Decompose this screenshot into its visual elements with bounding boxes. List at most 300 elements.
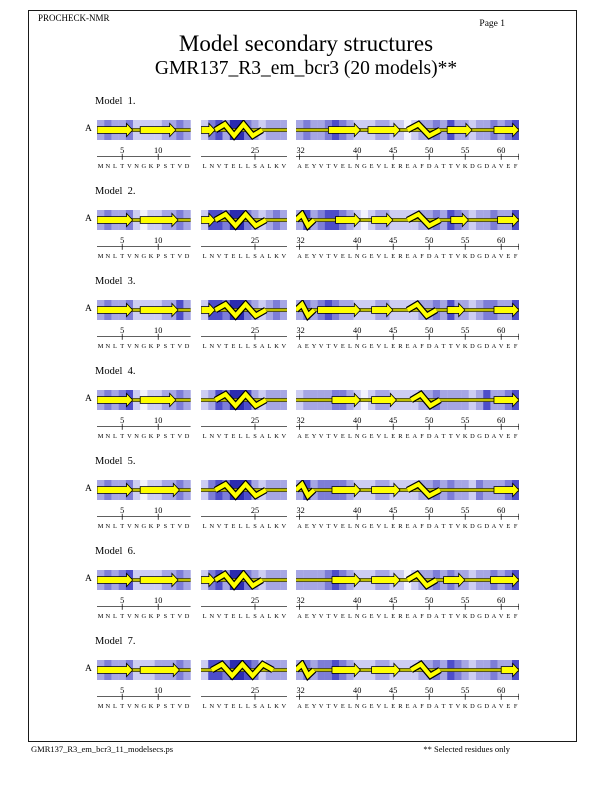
secondary-structure-track (296, 660, 519, 710)
svg-text:V: V (376, 162, 382, 170)
svg-text:D: D (426, 702, 432, 710)
svg-text:L: L (245, 342, 250, 350)
svg-text:D: D (470, 522, 475, 530)
svg-text:Y: Y (311, 162, 317, 170)
svg-text:N: N (354, 342, 360, 350)
svg-text:D: D (426, 342, 432, 350)
svg-text:G: G (362, 162, 367, 170)
svg-text:A: A (434, 522, 439, 530)
sequence-letters (98, 613, 190, 620)
model-label: Model 3. (95, 276, 136, 287)
svg-text:E: E (230, 162, 235, 170)
svg-text:A: A (259, 612, 264, 620)
svg-text:V: V (127, 702, 132, 710)
svg-text:N: N (208, 252, 214, 260)
svg-text:K: K (273, 612, 279, 620)
tick-labels (201, 416, 287, 430)
svg-text:L: L (245, 522, 250, 530)
svg-text:F: F (513, 612, 518, 620)
svg-text:L: L (113, 252, 117, 260)
svg-text:S: S (163, 432, 168, 440)
svg-text:55: 55 (461, 325, 470, 335)
svg-text:E: E (304, 342, 309, 350)
svg-text:G: G (362, 252, 367, 260)
svg-text:L: L (245, 702, 250, 710)
model-label: Model 4. (95, 366, 136, 377)
svg-text:T: T (441, 432, 446, 440)
svg-text:S: S (252, 522, 257, 530)
svg-text:40: 40 (353, 415, 362, 425)
svg-text:R: R (398, 432, 403, 440)
svg-text:V: V (280, 522, 286, 530)
svg-text:T: T (326, 522, 331, 530)
svg-text:S: S (252, 342, 257, 350)
secondary-structure-track (97, 660, 191, 710)
svg-text:32: 32 (296, 415, 305, 425)
svg-text:A: A (434, 162, 439, 170)
model-label: Model 5. (95, 456, 136, 467)
svg-text:V: V (280, 252, 286, 260)
svg-text:M: M (97, 432, 104, 440)
svg-text:E: E (391, 432, 396, 440)
svg-text:S: S (252, 162, 257, 170)
svg-text:N: N (134, 162, 139, 170)
app-name: PROCHECK-NMR (38, 13, 110, 23)
svg-text:60: 60 (497, 145, 506, 155)
svg-text:V: V (376, 252, 382, 260)
svg-text:T: T (120, 702, 125, 710)
svg-text:N: N (208, 522, 214, 530)
svg-text:D: D (484, 612, 490, 620)
svg-text:N: N (134, 432, 139, 440)
footer-note: ** Selected residues only (423, 744, 510, 754)
svg-text:V: V (216, 702, 221, 710)
secondary-structure-track (296, 210, 519, 260)
svg-text:N: N (354, 522, 360, 530)
svg-text:T: T (223, 702, 228, 710)
svg-text:L: L (202, 702, 207, 710)
svg-text:L: L (384, 252, 388, 260)
svg-text:D: D (470, 342, 475, 350)
svg-text:S: S (163, 702, 168, 710)
svg-text:V: V (177, 252, 183, 260)
chain-label: A (85, 484, 92, 494)
svg-text:F: F (513, 702, 518, 710)
svg-text:G: G (362, 522, 367, 530)
svg-text:S: S (252, 702, 257, 710)
svg-text:A: A (259, 252, 264, 260)
svg-text:L: L (245, 432, 250, 440)
svg-text:L: L (348, 162, 352, 170)
svg-text:R: R (398, 162, 403, 170)
svg-text:M: M (97, 702, 104, 710)
svg-text:L: L (238, 432, 243, 440)
svg-text:N: N (134, 702, 139, 710)
svg-text:V: V (455, 612, 461, 620)
svg-text:E: E (405, 702, 410, 710)
svg-text:F: F (513, 252, 518, 260)
svg-text:F: F (513, 162, 518, 170)
model-label: Model 2. (95, 186, 136, 197)
svg-text:L: L (202, 522, 207, 530)
svg-text:N: N (354, 612, 360, 620)
svg-text:Y: Y (311, 252, 317, 260)
chain-label: A (85, 214, 92, 224)
svg-text:V: V (127, 342, 132, 350)
svg-text:60: 60 (497, 595, 506, 605)
svg-text:L: L (113, 162, 117, 170)
svg-text:V: V (498, 612, 504, 620)
svg-text:D: D (184, 162, 190, 170)
svg-text:A: A (259, 702, 264, 710)
svg-text:F: F (420, 162, 424, 170)
tick-labels (97, 506, 191, 520)
svg-text:L: L (238, 162, 243, 170)
svg-text:D: D (184, 342, 190, 350)
svg-text:G: G (141, 162, 147, 170)
svg-text:T: T (326, 162, 331, 170)
svg-text:E: E (405, 252, 410, 260)
svg-text:V: V (455, 252, 461, 260)
svg-text:T: T (170, 612, 175, 620)
svg-text:L: L (384, 432, 388, 440)
svg-text:T: T (326, 432, 331, 440)
svg-text:G: G (141, 252, 147, 260)
svg-text:55: 55 (461, 685, 470, 695)
svg-text:E: E (506, 522, 511, 530)
svg-text:F: F (420, 702, 424, 710)
svg-text:G: G (362, 342, 367, 350)
svg-text:50: 50 (425, 685, 434, 695)
svg-text:E: E (369, 252, 374, 260)
svg-text:32: 32 (296, 505, 305, 515)
svg-text:V: V (498, 702, 504, 710)
svg-text:L: L (238, 252, 243, 260)
svg-text:A: A (412, 612, 418, 620)
svg-text:V: V (280, 342, 286, 350)
svg-text:V: V (318, 162, 324, 170)
svg-text:10: 10 (154, 595, 163, 605)
svg-text:E: E (391, 252, 396, 260)
svg-text:P: P (156, 252, 160, 260)
svg-text:Y: Y (311, 612, 317, 620)
svg-text:T: T (170, 342, 175, 350)
svg-text:R: R (398, 342, 403, 350)
tick-labels (97, 596, 191, 610)
svg-text:G: G (477, 342, 482, 350)
sequence-letters (98, 343, 190, 350)
svg-text:60: 60 (497, 505, 506, 515)
svg-text:V: V (127, 162, 132, 170)
svg-text:E: E (304, 522, 309, 530)
svg-text:V: V (333, 162, 338, 170)
page-subtitle: GMR137_R3_em_bcr3 (20 models)** (154, 58, 458, 79)
svg-text:V: V (498, 252, 504, 260)
svg-text:A: A (434, 432, 439, 440)
svg-text:L: L (348, 252, 352, 260)
svg-text:D: D (426, 432, 432, 440)
svg-text:A: A (412, 162, 418, 170)
svg-text:L: L (113, 342, 117, 350)
svg-text:V: V (216, 522, 221, 530)
svg-text:40: 40 (353, 685, 362, 695)
svg-text:L: L (245, 162, 250, 170)
svg-text:K: K (148, 432, 154, 440)
svg-text:32: 32 (296, 325, 305, 335)
svg-text:45: 45 (389, 325, 398, 335)
svg-text:L: L (238, 522, 243, 530)
svg-text:5: 5 (120, 235, 125, 245)
svg-text:10: 10 (154, 235, 163, 245)
svg-text:E: E (506, 432, 511, 440)
svg-text:A: A (259, 342, 264, 350)
svg-text:L: L (113, 612, 117, 620)
svg-text:60: 60 (497, 235, 506, 245)
svg-text:E: E (506, 252, 511, 260)
svg-text:G: G (477, 162, 482, 170)
svg-text:T: T (326, 342, 331, 350)
svg-text:5: 5 (120, 415, 125, 425)
svg-text:G: G (362, 702, 367, 710)
svg-text:L: L (348, 342, 352, 350)
svg-text:D: D (470, 612, 475, 620)
svg-text:R: R (398, 522, 403, 530)
svg-text:G: G (362, 432, 367, 440)
svg-text:V: V (127, 522, 132, 530)
svg-text:60: 60 (497, 325, 506, 335)
svg-text:40: 40 (353, 325, 362, 335)
sequence-letters (202, 433, 286, 440)
svg-text:E: E (304, 432, 309, 440)
sequence-letters (98, 703, 190, 710)
svg-text:45: 45 (389, 415, 398, 425)
secondary-structure-track (97, 390, 191, 440)
svg-text:Y: Y (311, 342, 317, 350)
svg-text:T: T (223, 432, 228, 440)
svg-text:E: E (340, 342, 345, 350)
svg-text:A: A (259, 522, 264, 530)
svg-text:K: K (462, 612, 468, 620)
svg-text:A: A (434, 612, 439, 620)
secondary-structure-track (201, 390, 287, 440)
svg-text:V: V (177, 702, 183, 710)
svg-text:G: G (477, 612, 482, 620)
sequence-letters (98, 253, 190, 260)
svg-text:A: A (412, 702, 418, 710)
svg-text:S: S (252, 612, 257, 620)
svg-text:L: L (202, 612, 207, 620)
svg-text:D: D (426, 252, 432, 260)
svg-text:50: 50 (425, 325, 434, 335)
svg-text:A: A (412, 522, 418, 530)
svg-text:P: P (156, 702, 160, 710)
svg-text:V: V (177, 432, 183, 440)
svg-text:D: D (484, 162, 490, 170)
sequence-letters (202, 613, 286, 620)
svg-text:N: N (105, 702, 111, 710)
svg-text:E: E (230, 702, 235, 710)
sequence-letters (297, 433, 518, 440)
model-row (0, 366, 612, 448)
tick-labels (296, 416, 519, 430)
svg-text:60: 60 (497, 685, 506, 695)
svg-text:D: D (426, 162, 432, 170)
secondary-structure-track (201, 120, 287, 170)
svg-text:V: V (177, 162, 183, 170)
svg-text:A: A (491, 702, 497, 710)
secondary-structure-track (97, 480, 191, 530)
svg-text:P: P (156, 522, 160, 530)
svg-text:L: L (348, 432, 352, 440)
svg-text:V: V (333, 702, 338, 710)
sequence-letters (202, 253, 286, 260)
chain-label: A (85, 574, 92, 584)
svg-text:N: N (208, 612, 214, 620)
svg-text:E: E (405, 162, 410, 170)
svg-text:S: S (163, 612, 168, 620)
svg-text:V: V (280, 162, 286, 170)
svg-text:40: 40 (353, 505, 362, 515)
svg-text:L: L (348, 612, 352, 620)
svg-text:M: M (97, 612, 104, 620)
svg-text:5: 5 (120, 325, 125, 335)
svg-text:S: S (252, 252, 257, 260)
svg-text:T: T (170, 702, 175, 710)
svg-text:T: T (170, 252, 175, 260)
svg-text:A: A (412, 252, 418, 260)
svg-text:N: N (354, 432, 360, 440)
svg-text:L: L (202, 342, 207, 350)
svg-text:T: T (223, 162, 228, 170)
page-number: Page 1 (479, 19, 505, 29)
model-label: Model 1. (95, 96, 136, 107)
svg-text:F: F (513, 522, 518, 530)
tick-labels (201, 146, 287, 160)
svg-text:G: G (141, 342, 147, 350)
svg-text:A: A (259, 432, 264, 440)
svg-text:N: N (354, 162, 360, 170)
svg-text:E: E (340, 522, 345, 530)
svg-text:L: L (113, 522, 117, 530)
svg-text:L: L (384, 342, 388, 350)
svg-text:A: A (434, 342, 439, 350)
svg-text:E: E (391, 342, 396, 350)
tick-labels (296, 596, 519, 610)
svg-text:A: A (412, 432, 418, 440)
svg-text:D: D (184, 432, 190, 440)
svg-text:L: L (238, 702, 243, 710)
svg-text:55: 55 (461, 235, 470, 245)
tick-labels (296, 506, 519, 520)
chain-label: A (85, 664, 92, 674)
svg-text:D: D (470, 702, 475, 710)
svg-text:T: T (448, 252, 453, 260)
svg-text:T: T (441, 612, 446, 620)
svg-text:L: L (238, 342, 243, 350)
svg-text:V: V (280, 702, 286, 710)
svg-text:F: F (513, 432, 518, 440)
svg-text:K: K (462, 162, 468, 170)
svg-text:10: 10 (154, 685, 163, 695)
svg-text:E: E (391, 522, 396, 530)
svg-text:T: T (223, 252, 228, 260)
svg-text:E: E (369, 342, 374, 350)
svg-text:L: L (113, 432, 117, 440)
svg-text:A: A (491, 432, 497, 440)
svg-text:32: 32 (296, 685, 305, 695)
sequence-letters (297, 163, 518, 170)
svg-text:L: L (384, 702, 388, 710)
svg-text:N: N (105, 432, 111, 440)
svg-text:V: V (318, 432, 324, 440)
svg-text:V: V (280, 612, 286, 620)
svg-text:V: V (216, 162, 221, 170)
svg-text:N: N (134, 612, 139, 620)
svg-text:M: M (97, 252, 104, 260)
svg-text:D: D (470, 432, 475, 440)
svg-text:5: 5 (120, 595, 125, 605)
svg-text:E: E (304, 702, 309, 710)
secondary-structure-track (97, 210, 191, 260)
secondary-structure-track (296, 390, 519, 440)
svg-text:L: L (348, 522, 352, 530)
svg-text:32: 32 (296, 145, 305, 155)
sequence-letters (202, 343, 286, 350)
svg-text:V: V (376, 702, 382, 710)
svg-text:L: L (202, 252, 207, 260)
svg-text:V: V (376, 522, 382, 530)
secondary-structure-track (201, 660, 287, 710)
svg-text:T: T (441, 252, 446, 260)
svg-text:A: A (297, 612, 302, 620)
secondary-structure-track (97, 570, 191, 620)
svg-text:N: N (105, 522, 111, 530)
svg-text:L: L (266, 342, 271, 350)
svg-text:F: F (513, 342, 518, 350)
svg-text:E: E (369, 432, 374, 440)
svg-text:T: T (448, 612, 453, 620)
svg-text:R: R (398, 252, 403, 260)
svg-text:T: T (441, 522, 446, 530)
svg-text:E: E (230, 252, 235, 260)
svg-text:V: V (318, 342, 324, 350)
svg-text:G: G (477, 252, 482, 260)
svg-text:K: K (462, 522, 468, 530)
svg-text:V: V (318, 702, 324, 710)
svg-text:45: 45 (389, 235, 398, 245)
chain-label: A (85, 394, 92, 404)
svg-text:V: V (455, 432, 461, 440)
svg-text:Y: Y (311, 522, 317, 530)
svg-text:P: P (156, 612, 160, 620)
svg-text:P: P (156, 432, 160, 440)
secondary-structure-track (201, 570, 287, 620)
svg-text:K: K (148, 252, 154, 260)
svg-text:K: K (273, 522, 279, 530)
tick-labels (97, 146, 191, 160)
svg-text:E: E (340, 252, 345, 260)
svg-text:E: E (391, 702, 396, 710)
svg-text:D: D (470, 162, 475, 170)
svg-text:N: N (208, 162, 214, 170)
svg-text:D: D (426, 522, 432, 530)
svg-text:A: A (297, 252, 302, 260)
svg-text:K: K (148, 702, 154, 710)
tick-labels (201, 236, 287, 250)
svg-text:T: T (448, 522, 453, 530)
svg-text:F: F (420, 432, 424, 440)
svg-text:A: A (491, 252, 497, 260)
